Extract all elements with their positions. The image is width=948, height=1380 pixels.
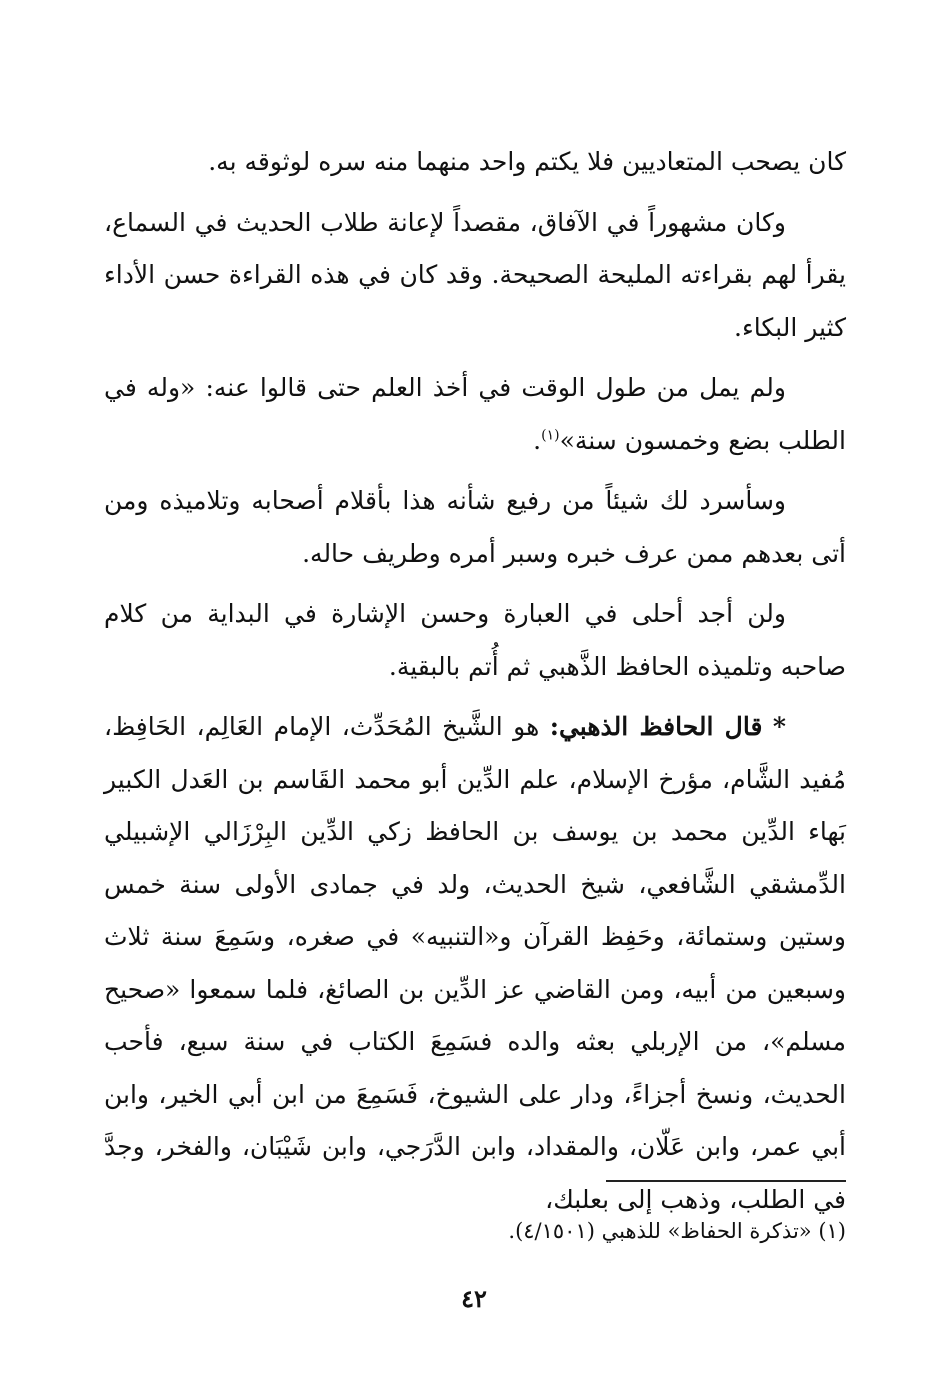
biography-text: هو الشَّيخ المُحَدِّث، الإمام العَالِم، الحَافِظ، مُفيد الشَّام، مؤرخ الإسلام، علم الدِّين أبو محمد القَاسم بن العَدل الكبير بَهاء الدِّين محمد بن يوسف بن الحافظ زكي الدِّين البِرْزَالي الإشبيلي الدِّمشقي الشَّافعي، شيخ الحديث، ولد في جمادى الأولى سنة خمس وستين وستمائة، وحَفِظ القرآن و«التنبيه» في صغره، وسَمِعَ سنة ثلاث وسبعين من أبيه، ومن القاضي عز الدِّين بن الصائغ، فلما سمعوا «صحيح مسلم»، من الإربلي بعثه والده فسَمِعَ الكتاب في سنة سبع، فأحب الحديث، ونسخ أجزاءً، ودار على الشيوخ، فَسَمِعَ من ابن أبي الخير، وابن أبي عمر، وابن عَلّان، والمقداد، وابن الدَّرَجي، وابن شَيْبَان، والفخر، وجدَّ في الطلب، وذهب إلى بعلبك، xyxy=(104,712,846,1214)
asterisk-marker: * xyxy=(772,712,786,741)
footnote-text: (١) «تذكرة الحفاظ» للذهبي (٤/١٥٠١). xyxy=(508,1219,846,1243)
paragraph-1-text: كان يصحب المتعاديين فلا يكتم واحد منهما منه سره لوثوقه به. xyxy=(208,147,846,176)
paragraph-4-text: وسأسرد لك شيئاً من رفيع شأنه هذا بأقلام أصحابه وتلاميذه ومن أتى بعدهم ممن عرف خبره وسبر أمره وطريف حاله. xyxy=(104,486,846,568)
paragraph-2 xyxy=(104,197,846,355)
paragraph-3 xyxy=(104,362,846,467)
page-number: ٤٢ xyxy=(461,1284,487,1313)
paragraph-2-text: وكان مشهوراً في الآفاق، مقصداً لإعانة طلاب الحديث في السماع، يقرأ لهم بقراءته المليحة الصحيحة. وقد كان في هذه القراءة حسن الأداء كثير البكاء. xyxy=(104,207,846,342)
paragraph-1 xyxy=(104,136,846,189)
paragraph-6-biography xyxy=(104,701,846,1226)
paragraph-4 xyxy=(104,475,846,580)
paragraph-5-text: ولن أجد أحلى في العبارة وحسن الإشارة في البداية من كلام صاحبه وتلميذه الحافظ الذَّهبي ثم أُتم بالبقية. xyxy=(104,599,846,681)
biography-lead: قال الحافظ الذهبي: xyxy=(549,712,763,741)
footnote xyxy=(300,1216,846,1246)
footnote-divider xyxy=(606,1180,846,1182)
paragraph-5 xyxy=(104,588,846,693)
footnote-reference: (١) xyxy=(541,427,560,444)
paragraph-3-text: ولم يمل من طول الوقت في أخذ العلم حتى قالوا عنه: «وله في الطلب بضع وخمسون سنة» xyxy=(104,373,846,455)
main-text xyxy=(104,136,846,1234)
paragraph-3-end: . xyxy=(533,425,542,455)
